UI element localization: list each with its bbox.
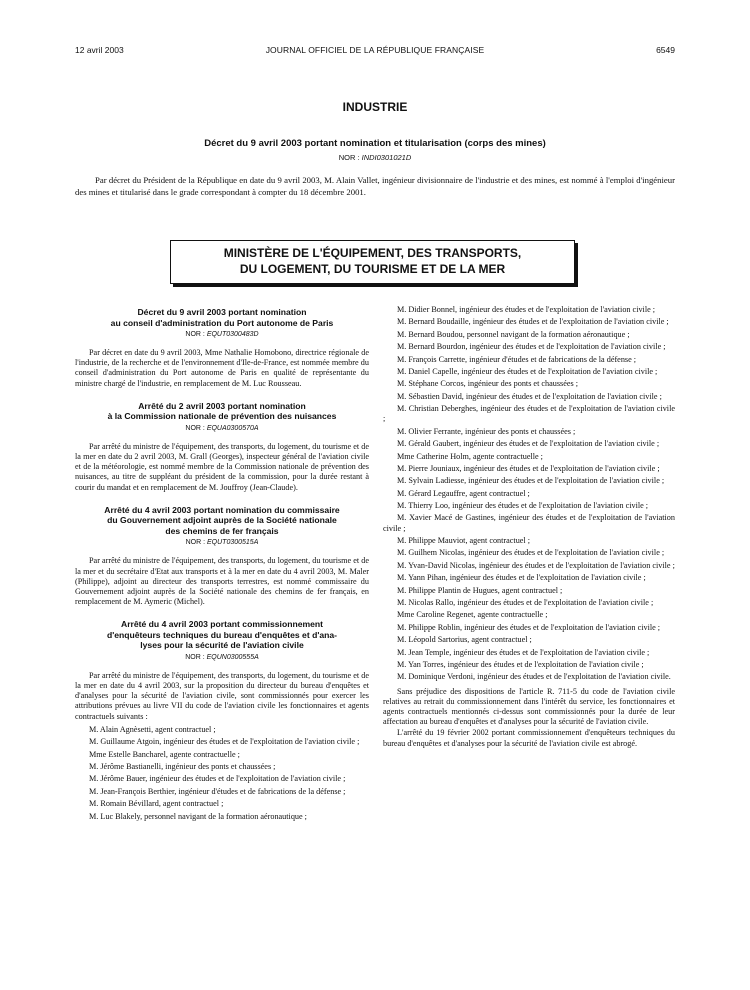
header-date: 12 avril 2003 [75, 45, 124, 55]
nor-code: EQUA0300570A [206, 424, 259, 432]
list-item: M. Philippe Plantin de Hugues, agent contractuel ; [397, 585, 563, 595]
industrie-decree-body: Par décret du Président de la République en date du 9 avril 2003, M. Alain Vallet, ingénieur divisionnaire de l'industrie et des mines, est nommé à l'emploi d'ingénieur des mines et titularisé dans le grade correspondant à compter du 18 décembre 2001. [75, 175, 675, 197]
list-item: M. Alain Agnèsetti, agent contractuel ; [89, 724, 216, 734]
article-title-line: Décret du 9 avril 2003 portant nomination [137, 307, 307, 317]
list-item: M. Yann Pihan, ingénieur des études et de l'exploitation de l'aviation civile ; [397, 573, 646, 583]
industrie-decree-nor [75, 153, 675, 162]
list-item: M. François Carrette, ingénieur d'études et de fabrications de la défense ; [397, 354, 637, 364]
page-number: 6549 [656, 45, 675, 55]
list-item: M. Gérard Legauffre, agent contractuel ; [397, 488, 530, 498]
section-title-industrie: INDUSTRIE [342, 100, 408, 114]
list-item: M. Bernard Boudou, personnel navigant de la formation aéronautique ; [397, 329, 630, 339]
article-body: Par arrêté du ministre de l'équipement, des transports, du logement, du tourisme et de la mer en date du 2 avril 2003, M. Grall (Georges), inspecteur général de l'aviation civile et de la météorologie, est nommé membre de la Commission nationale de prévention des nuisances, au titre de suppléant du président de la commission, pour la durée restant à courir du mandat et en remplacement de M. Jouffroy (Jean-Claude). [75, 441, 369, 492]
article-body: Par décret en date du 9 avril 2003, Mme Nathalie Homobono, directrice régionale de l'industrie, de la recherche et de l'environnement d'Ile-de-France, est nommée membre du conseil d'administration du Port autonome de Paris en qualité de représentante du ministre chargé de l'industrie, en remplacement de M. Luc Rousseau. [75, 348, 369, 388]
nor-label: NOR : [185, 539, 207, 547]
list-item: Mme Caroline Regenet, agente contractuelle ; [397, 610, 548, 620]
list-item: Mme Catherine Holm, agente contractuelle ; [397, 451, 543, 461]
list-item: M. Nicolas Rallo, ingénieur des études et de l'exploitation de l'aviation civile ; [397, 598, 654, 607]
nor-label: NOR : [185, 653, 207, 661]
nor-code: EQUT0300483D [206, 331, 259, 338]
article-body: Par arrêté du ministre de l'équipement, des transports, du logement, du tourisme et de la mer en date du 4 avril 2003, sur la proposition du directeur du bureau d'enquêtes et d'analyses pour la sécurité de l'aviation civile, sont commissionnés pour exercer les attributions prévues au livre VII du code de l'aviation civile les fonctionnaires et agents contractuels suivants : [75, 670, 369, 721]
journal-title: JOURNAL OFFICIEL DE LA RÉPUBLIQUE FRANÇAISE [265, 45, 485, 55]
article-title [75, 401, 369, 422]
article-title-line: au conseil d'administration du Port autonome de Paris [110, 317, 334, 328]
page-header [75, 45, 675, 59]
article-nor [75, 539, 369, 546]
nor-code: EQUN0300555A [206, 653, 259, 661]
list-item: M. Guillaume Atgoin, ingénieur des études et de l'exploitation de l'aviation civile ; [89, 737, 360, 747]
list-item: M. Daniel Capelle, ingénieur des études et de l'exploitation de l'aviation civile ; [397, 366, 658, 376]
list-item: M. Romain Bévillard, agent contractuel ; [89, 799, 224, 809]
list-item: M. Thierry Loo, ingénieur des études et de l'exploitation de l'aviation civile ; [397, 501, 649, 511]
nor-label: NOR : [185, 424, 207, 432]
article-title-line: Arrêté du 4 avril 2003 portant commissionnement [120, 619, 324, 630]
list-item: M. Yan Torres, ingénieur des études et de l'exploitation de l'aviation civile ; [397, 659, 644, 669]
closing-paragraph: L'arrêté du 19 février 2002 portant commissionnement d'enquêteurs techniques du bureau d'enquêtes et d'analyses pour la sécurité de l'aviation civile est abrogé. [383, 728, 675, 748]
list-item: M. Guilhem Nicolas, ingénieur des études et de l'exploitation de l'aviation civile ; [397, 548, 665, 558]
list-item: M. Didier Bonnel, ingénieur des études et de l'exploitation de l'aviation civile ; [397, 305, 656, 314]
commissioned-list-left [75, 725, 369, 822]
list-item: M. Sébastien David, ingénieur des études et de l'exploitation de l'aviation civile ; [397, 391, 662, 401]
list-item: M. Dominique Verdoni, ingénieur des études et de l'exploitation de l'aviation civile. [397, 672, 671, 682]
article-body: Par arrêté du ministre de l'équipement, des transports, du logement, du tourisme et de la mer et du secrétaire d'Etat aux transports et à la mer en date du 4 avril 2003, M. Maler (Philippe), adjoint au directeur des transports terrestres, est nommé commissaire du Gouvernement adjoint auprès de la Société nationale des chemins de fer français, en remplacement de M. Aymeric (Michel). [75, 556, 369, 607]
list-item: M. Bernard Bourdon, ingénieur des études et de l'exploitation de l'aviation civile ; [397, 342, 666, 352]
article-title-line: lyses pour la sécurité de l'aviation civile [140, 640, 304, 651]
right-column [383, 305, 675, 749]
article-nor [75, 331, 369, 338]
list-item: M. Philippe Mauviot, agent contractuel ; [397, 536, 531, 546]
nor-label: NOR : [185, 331, 207, 338]
list-item: M. Christian Deberghes, ingénieur des études et de l'exploitation de l'aviation civile ; [383, 404, 675, 424]
list-item: M. Jérôme Bastianelli, ingénieur des ponts et chaussées ; [89, 762, 276, 772]
list-item: M. Stéphane Corcos, ingénieur des ponts et chaussées ; [397, 379, 578, 389]
list-item: M. Jean Temple, ingénieur des études et de l'exploitation de l'aviation civile ; [397, 647, 650, 657]
list-item: M. Léopold Sartorius, agent contractuel ; [397, 635, 532, 645]
list-item: M. Pierre Jouniaux, ingénieur des études et de l'exploitation de l'aviation civile ; [397, 463, 660, 473]
list-item: M. Xavier Macé de Gastines, ingénieur des études et de l'exploitation de l'aviation civile ; [383, 513, 675, 533]
article-title-line: du Gouvernement adjoint auprès de la Société nationale [107, 515, 337, 526]
list-item: M. Luc Blakely, personnel navigant de la formation aéronautique ; [89, 811, 307, 821]
article-title [75, 307, 369, 328]
article-title-line: à la Commission nationale de prévention des nuisances [107, 411, 337, 422]
commissioned-list-right [383, 305, 675, 683]
article-title [75, 619, 369, 651]
list-item: M. Yvan-David Nicolas, ingénieur des études et de l'exploitation de l'aviation civile ; [397, 560, 675, 570]
ministry-heading-line-2: DU LOGEMENT, DU TOURISME ET DE LA MER [239, 262, 506, 276]
list-item: M. Jean-François Berthier, ingénieur d'études et de fabrications de la défense ; [89, 786, 346, 796]
article-nor [75, 654, 369, 661]
list-item: M. Olivier Ferrante, ingénieur des ponts et chaussées ; [397, 426, 576, 436]
article-title [75, 505, 369, 537]
nor-code: EQUT0300515A [207, 539, 259, 547]
nor-label: NOR : [338, 153, 362, 162]
list-item: M. Philippe Roblin, ingénieur des études et de l'exploitation de l'aviation civile ; [397, 622, 661, 632]
list-item: Mme Estelle Bancharel, agente contractuelle ; [89, 749, 240, 759]
list-item: M. Sylvain Ladiesse, ingénieur des études et de l'exploitation de l'aviation civile ; [397, 476, 665, 486]
article-nor [75, 425, 369, 432]
list-item: M. Gérald Gaubert, ingénieur des études et de l'exploitation de l'aviation civile ; [397, 439, 660, 449]
article-title-line: d'enquêteurs techniques du bureau d'enquêtes et d'ana- [106, 629, 338, 640]
article-title-line: Arrêté du 2 avril 2003 portant nomination [138, 400, 306, 411]
nor-code: INDI0301021D [361, 153, 412, 162]
left-column [75, 307, 369, 824]
ministry-heading-box [170, 240, 575, 284]
article-title-line: Arrêté du 4 avril 2003 portant nomination du commissaire [104, 504, 340, 515]
article-title-line: des chemins de fer français [165, 525, 279, 536]
industrie-decree-title: Décret du 9 avril 2003 portant nomination et titularisation (corps des mines) [204, 138, 546, 149]
ministry-heading-line-1: MINISTÈRE DE L'ÉQUIPEMENT, DES TRANSPORTS, [223, 246, 522, 260]
list-item: M. Bernard Boudaille, ingénieur des études et de l'exploitation de l'aviation civile ; [397, 317, 669, 327]
closing-paragraph: Sans préjudice des dispositions de l'article R. 711-5 du code de l'aviation civile relatives au retrait du commissionnement dans l'intérêt du service, les fonctionnaires et agents contractuels mentionnés ci-dessus sont commissionnés pour la durée de leur affectation au bureau d'enquêtes et d'analyses pour la sécurité de l'aviation civile. [383, 686, 675, 727]
list-item: M. Jérôme Bauer, ingénieur des études et de l'exploitation de l'aviation civile ; [89, 774, 346, 784]
